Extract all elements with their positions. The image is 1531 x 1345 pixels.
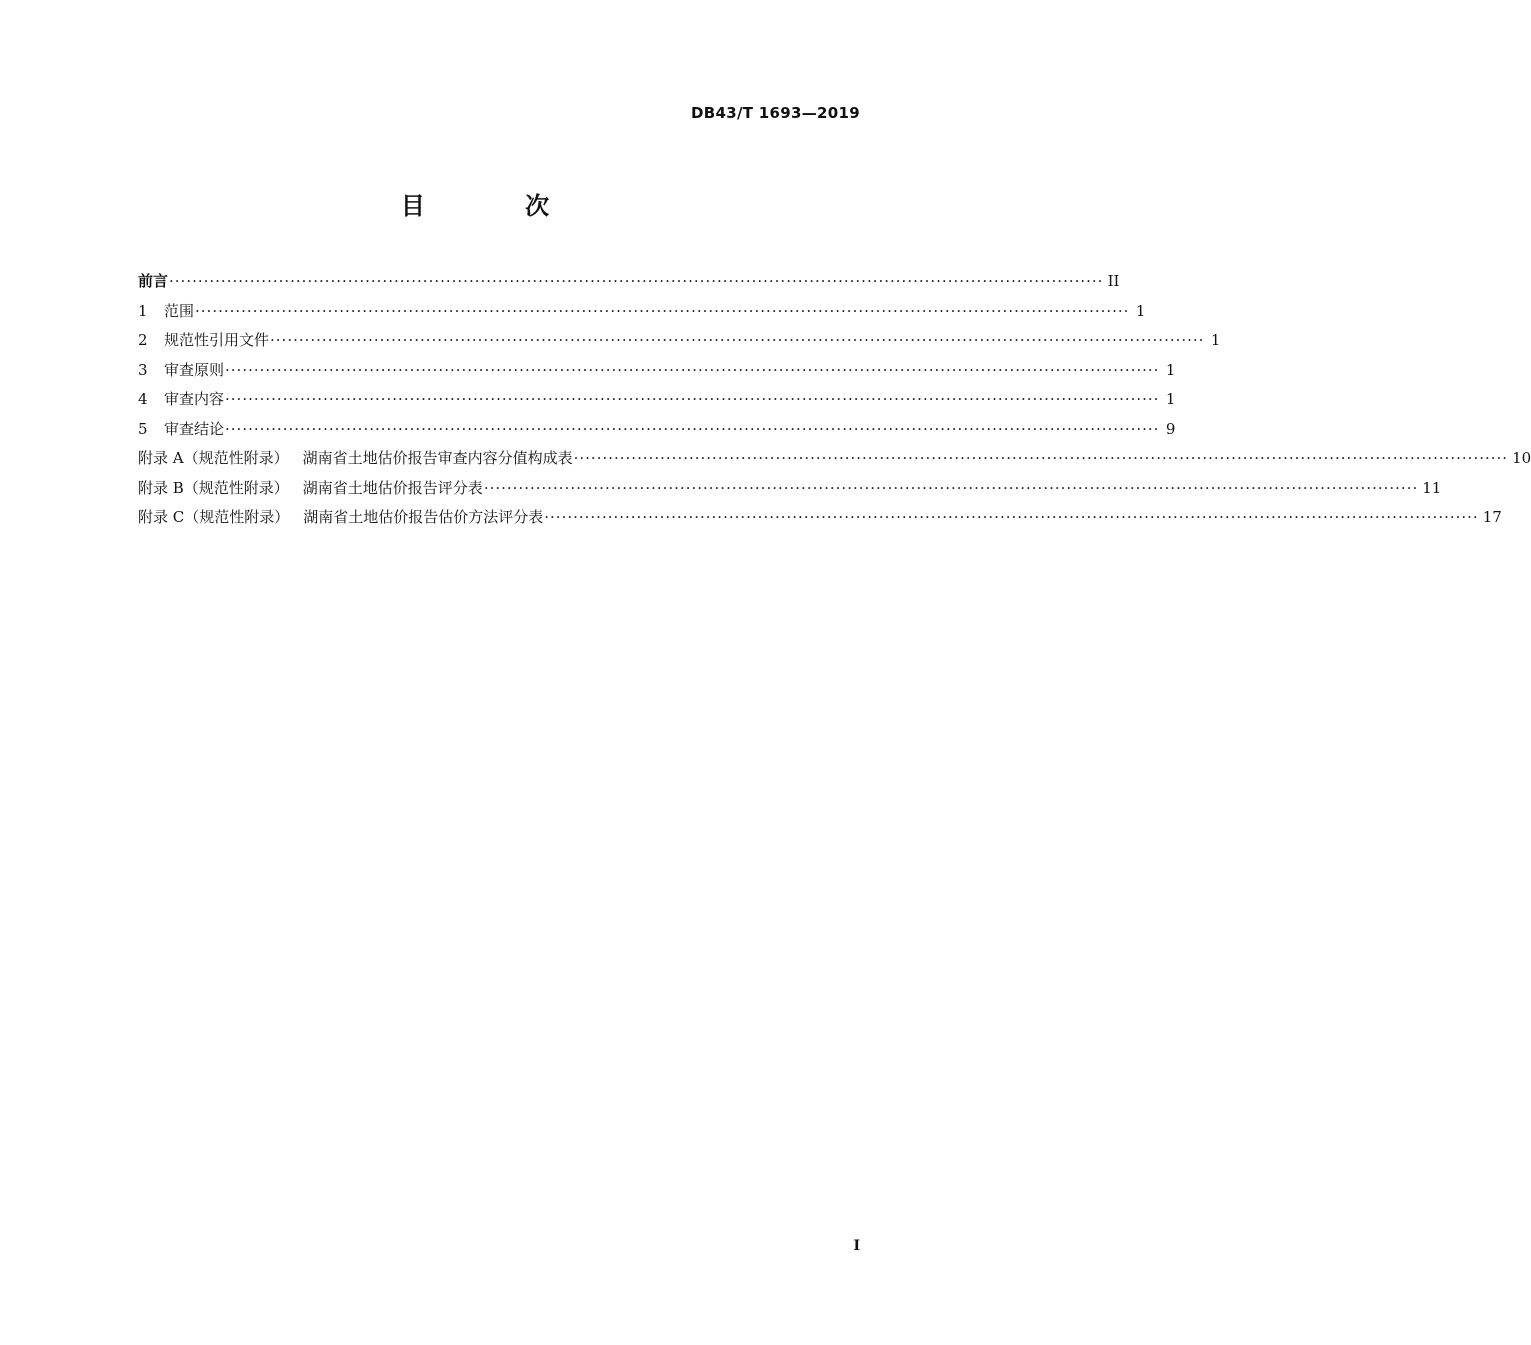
toc-entry-appendix-a[interactable] [138,447,1531,477]
toc-page-number: 11 [1422,478,1442,497]
toc-entry-label [138,477,483,498]
toc-page-number: 9 [1165,419,1176,438]
toc-entry-title: 湖南省土地估价报告审查内容分值构成表 [302,449,573,467]
toc-entry-label [138,447,573,468]
toc-entry-title: 湖南省土地估价报告估价方法评分表 [303,508,544,526]
toc-entry-number: 2 [138,331,148,349]
toc-page-number: 1 [1165,390,1176,408]
toc-page-number: 1 [1135,301,1146,320]
toc-leader-dots: ·································································································································································· [270,331,1205,349]
toc-page-number: II [1107,272,1120,290]
toc-entry-number: 4 [138,390,148,408]
toc-entry-number: 1 [138,301,148,320]
toc-entry-title: 前言 [138,272,169,290]
page-number: I [853,1238,860,1254]
toc-leader-dots: ·································································································································································· [225,390,1160,408]
toc-entry-title: 规范性引用文件 [164,331,270,349]
toc-leader-dots: ·································································································································································· [225,419,1160,438]
toc-entry-label [138,418,224,439]
toc-leader-dots: ·································································································································································· [573,449,1509,467]
toc-entry-label [138,300,194,321]
toc-leader-dots: ·································································································································································· [195,301,1130,320]
toc-entry-foreword[interactable] [138,270,1120,300]
toc-leader-dots: ·································································································································································· [225,360,1160,379]
toc-entry-normative-references[interactable] [138,329,1221,359]
document-code: DB43/T 1693—2019 [691,104,860,122]
toc-leader-dots: ·································································································································································· [169,272,1104,290]
toc-entry-appendix-b[interactable] [138,477,1442,507]
toc-page-number: 17 [1482,508,1502,526]
toc-entry-review-principles[interactable] [138,359,1176,389]
toc-appendix-prefix: 附录 B（规范性附录） [138,478,289,497]
toc-page-number: 1 [1210,331,1221,349]
toc-entry-review-conclusion[interactable] [138,418,1176,448]
toc-entry-title: 审查结论 [164,419,225,438]
toc-leader-dots: ·································································································································································· [483,478,1419,497]
toc-entry-appendix-c[interactable] [138,506,1502,536]
toc-page-number: 1 [1165,360,1176,379]
toc-appendix-prefix: 附录 A（规范性附录） [138,449,289,467]
toc-entry-title: 范围 [164,301,195,320]
table-of-contents [138,270,1531,536]
toc-entry-scope[interactable] [138,300,1146,330]
toc-entry-title: 审查内容 [164,390,225,408]
toc-entry-label [138,359,224,380]
toc-leader-dots: ·································································································································································· [544,508,1479,526]
toc-entry-review-content[interactable] [138,388,1176,418]
toc-title: 目 次 [400,192,596,220]
toc-entry-number: 5 [138,419,148,438]
toc-entry-title: 审查原则 [164,360,225,379]
toc-entry-label [138,388,224,409]
toc-appendix-prefix: 附录 C（规范性附录） [138,508,290,526]
toc-entry-label [138,329,269,350]
toc-entry-number: 3 [138,360,148,379]
toc-entry-label [138,506,543,527]
toc-entry-title: 湖南省土地估价报告评分表 [302,478,483,497]
toc-page-number: 10 [1512,449,1531,467]
